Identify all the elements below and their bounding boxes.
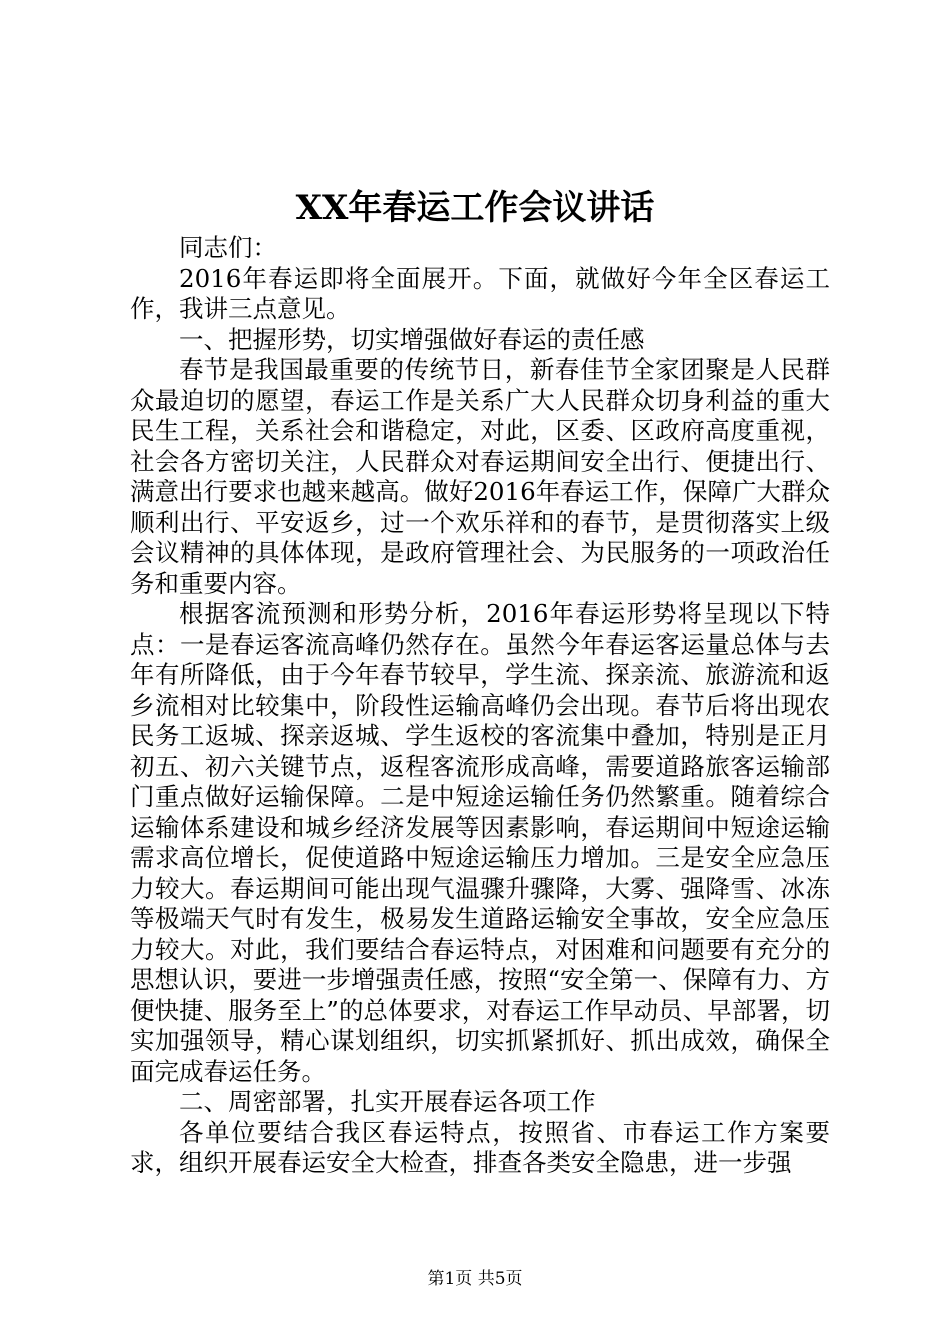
page-number-footer: 第1页 共5页 (427, 1269, 523, 1289)
intro-paragraph: 2016年春运即将全面展开。下面，就做好今年全区春运工作，我讲三点意见。 (130, 263, 830, 323)
document-body (130, 233, 830, 1179)
section-heading-2: 二、周密部署，扎实开展春运各项工作 (179, 1087, 596, 1116)
section1-paragraph-1: 春节是我国最重要的传统节日，新春佳节全家团聚是人民群众最迫切的愿望，春运工作是关系广大人民群众切身利益的重大民生工程，关系社会和谐稳定，对此，区委、区政府高度重视，社会各方密切关注，人民群众对春运期间安全出行、便捷出行、满意出行要求也越来越高。做好2016年春运工作，保障广大群众顺利出行、平安返乡，过一个欢乐祥和的春节，是贯彻落实上级会议精神的具体体现，是政府管理社会、为民服务的一项政治任务和重要内容。 (130, 355, 830, 598)
document-title: XX年春运工作会议讲话 (295, 188, 655, 228)
section2-paragraph-1: 各单位要结合我区春运特点，按照省、市春运工作方案要求，组织开展春运安全大检查，排查各类安全隐患，进一步强 (130, 1117, 830, 1177)
salutation: 同志们： (179, 233, 277, 262)
section1-paragraph-2: 根据客流预测和形势分析，2016年春运形势将呈现以下特点：一是春运客流高峰仍然存在。虽然今年春运客运量总体与去年有所降低，由于今年春节较早，学生流、探亲流、旅游流和返乡流相对比较集中，阶段性运输高峰仍会出现。春节后将出现农民务工返城、探亲返城、学生返校的客流集中叠加，特别是正月初五、初六关键节点，返程客流形成高峰，需要道路旅客运输部门重点做好运输保障。二是中短途运输任务仍然繁重。随着综合运输体系建设和城乡经济发展等因素影响，春运期间中短途运输需求高位增长，促使道路中短途运输压力增加。三是安全应急压力较大。春运期间可能出现气温骤升骤降，大雾、强降雪、冰冻等极端天气时有发生，极易发生道路运输安全事故，安全应急压力较大。对此，我们要结合春运特点，对困难和问题要有充分的思想认识，要进一步增强责任感，按照“安全第一、保障有力、方便快捷、服务至上”的总体要求，对春运工作早动员、早部署，切实加强领导，精心谋划组织，切实抓紧抓好、抓出成效，确保全面完成春运任务。 (130, 599, 830, 1086)
section-heading-1: 一、把握形势，切实增强做好春运的责任感 (179, 324, 645, 354)
